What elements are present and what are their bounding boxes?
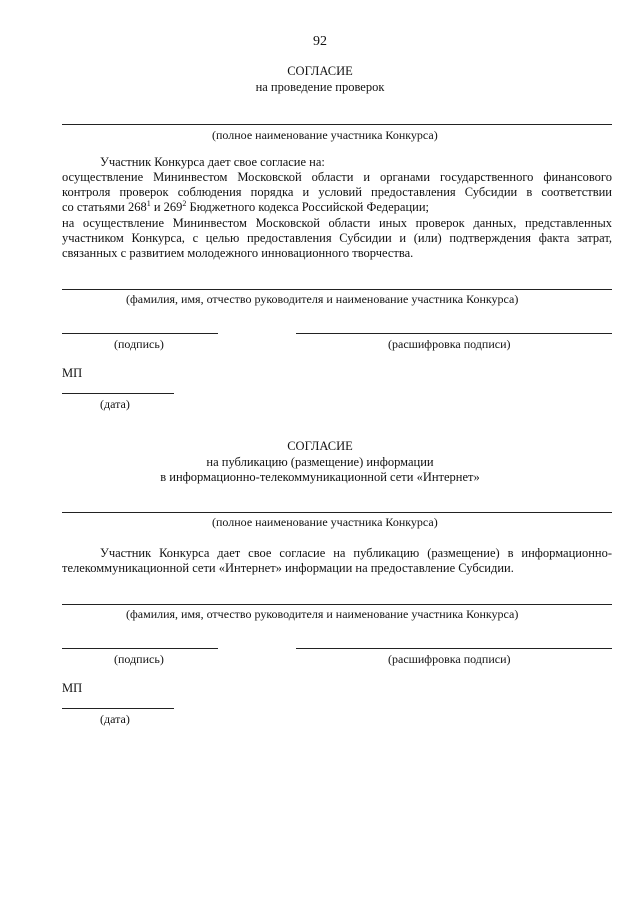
section1-signature-caption: (подпись) (114, 337, 164, 351)
section2-stamp: МП (62, 681, 83, 695)
section1-item1-line2: контроля проверок соблюдения порядка и условий предоставления Субсидии в соответствии (62, 185, 612, 199)
section2-date-line (62, 708, 174, 709)
section1-item1-line1: осуществление Мининвестом Московской области и органами государственного финансового (62, 170, 612, 184)
section1-item2-line2: участником Конкурса, с целью предоставления Субсидии и (или) подтверждения факта затрат, (62, 231, 612, 245)
section1-signature-line (62, 333, 218, 334)
section2-title: СОГЛАСИЕ (287, 439, 353, 453)
section1-date-line (62, 393, 174, 394)
section1-item2-line1: на осуществление Мининвестом Московской области иных проверок данных, представленных (62, 216, 612, 230)
section2-signature-line (62, 648, 218, 649)
section2-signature-caption: (подпись) (114, 652, 164, 666)
section1-decode-caption: (расшифровка подписи) (388, 337, 511, 351)
section2-body-line2: телекоммуникационной сети «Интернет» информации на предоставление Субсидии. (62, 561, 514, 575)
section2-date-caption: (дата) (100, 712, 130, 726)
section2-subtitle-line2: в информационно-телекоммуникационной сети «Интернет» (160, 470, 480, 484)
section1-item2-line3: связанных с развитием молодежного инновационного творчества. (62, 246, 414, 260)
section1-decode-line (296, 333, 612, 334)
section2-participant-line (62, 512, 612, 513)
section1-item1-line3: со статьями $268^1$ и $269^2$ Бюджетного кодекса Российской Федерации; (62, 198, 429, 214)
section2-head-caption: (фамилия, имя, отчество руководителя и наименование участника Конкурса) (126, 607, 519, 621)
section1-date-caption: (дата) (100, 397, 130, 411)
section1-participant-line (62, 124, 612, 125)
section2-head-line (62, 604, 612, 605)
section1-head-caption: (фамилия, имя, отчество руководителя и наименование участника Конкурса) (126, 292, 519, 306)
section1-intro: Участник Конкурса дает свое согласие на: (100, 155, 325, 169)
section1-participant-caption: (полное наименование участника Конкурса) (212, 128, 438, 142)
section2-decode-line (296, 648, 612, 649)
section1-subtitle: на проведение проверок (255, 80, 385, 94)
section2-decode-caption: (расшифровка подписи) (388, 652, 511, 666)
section2-subtitle-line1: на публикацию (размещение) информации (206, 455, 434, 469)
section2-body-line1: Участник Конкурса дает свое согласие на публикацию (размещение) в информационно- (100, 546, 612, 560)
section2-participant-caption: (полное наименование участника Конкурса) (212, 515, 438, 529)
section1-title: СОГЛАСИЕ (287, 64, 353, 78)
section1-stamp: МП (62, 366, 83, 380)
section1-head-line (62, 289, 612, 290)
page-number: 92 (313, 34, 327, 49)
